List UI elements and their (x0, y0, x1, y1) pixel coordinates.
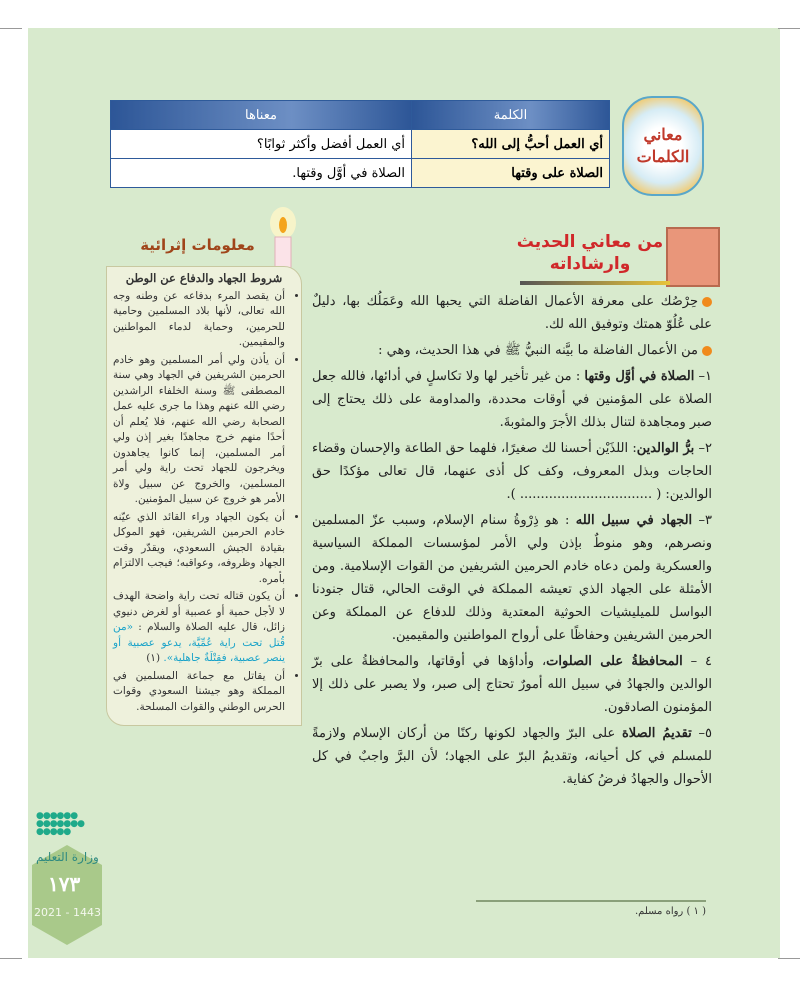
item-number: ١– (698, 369, 712, 384)
word-cell: الصلاة على وقتها (412, 159, 610, 188)
footnote: ( ١ ) رواه مسلم. (634, 906, 706, 917)
paragraph-text: حِرْصُك على معرفة الأعمال الفاضلة التي يحبها الله وعَمَلُك بها، دليلٌ على عُلُوّ همتك وتوفيق الله لك. (312, 294, 712, 332)
list-item: • أن يقصد المرء بدفاعه عن وطنه وجه الله تعالى، لأنها بلاد المسلمين وحامية للحرمين، وحماية لدماء المواطنين والمقيمين. (113, 289, 285, 351)
item-text: : اللذَيْن أحسنا لك صغيرًا، فلهما حق الطاعة والإحسان وقضاء الحاجات وبذل المعروف، وكف كل أذى عنهما، قال تعالى مؤكدًا حق الوالدين: ( ................................ ). (312, 441, 712, 502)
section-title (515, 231, 665, 275)
item-heading: تقديمُ الصلاة (621, 726, 692, 741)
item-heading: برُّ الوالدين (636, 441, 695, 456)
bullet-icon (702, 297, 712, 307)
meaning-cell: الصلاة في أوَّل وقتها. (111, 159, 412, 188)
item-text: : من غير تأخير لها ولا تكاسلٍ في أدائها، فالله جعل الصلاة على المؤمنين في أوقات محددة، والمداومة على ذلك يحتاج إلى صبر ومجاهدة لتنال بذلك الأجرَ والمثوبةَ. (312, 369, 712, 430)
footnote-ref: (١) (146, 652, 161, 664)
item-heading: الجهاد في سبيل الله (575, 513, 693, 528)
bullet-paragraph (312, 339, 712, 362)
item-text: على البرّ والجهاد لكونها ركنًا من أركان الإسلام ولازمةً للمسلم في كل أحيانه، وتقديمُ البرّ على الجهاد؛ لأن البرَّ واجبٌ في كل الأحوال والجهادُ فرضُ كفاية. (312, 726, 712, 787)
enrichment-title: شروط الجهاد والدفاع عن الوطن (125, 271, 283, 285)
item-number: ٥– (698, 726, 712, 741)
item-heading: الصلاة في أوَّل وقتها (584, 369, 695, 384)
crop-mark (0, 958, 22, 959)
bullet-icon (702, 346, 712, 356)
ministry-watermark: وزارة التعليم (36, 850, 99, 864)
header-meaning: معناها (111, 101, 412, 130)
list-item (312, 437, 712, 506)
crop-mark (778, 958, 800, 959)
title-line: وارشاداته (549, 254, 631, 274)
year-watermark: 2021 - 1443 (34, 906, 101, 919)
list-item (312, 722, 712, 791)
paragraph-text: من الأعمال الفاضلة ما بيَّنه النبيُّ ﷺ في هذا الحديث، وهي : (378, 343, 698, 358)
bullet-paragraph (312, 290, 712, 336)
conditions-list (113, 289, 295, 716)
main-text (312, 290, 712, 794)
word-cell: أي العمل أحبُّ إلى الله؟ (412, 130, 610, 159)
section-heading (516, 225, 720, 287)
header-word: الكلمة (412, 101, 610, 130)
item-number: ٢– (698, 441, 712, 456)
vocabulary-table (110, 100, 610, 188)
footnote-divider (476, 900, 706, 902)
enrichment-box (106, 266, 302, 726)
crop-mark (0, 28, 22, 29)
list-item (312, 650, 712, 719)
item-number: ٣– (698, 513, 713, 528)
item-text: أن يكون قتاله تحت راية واضحة الهدف لا لأجل حمية أو عصبية أو لغرض دنيوي زائل، قال عليه الصلاة والسلام : (113, 590, 285, 633)
crop-mark (778, 28, 800, 29)
hadith-quote: «من قُتل تحت راية عُمِّيَّة، يدعو عصبية أو ينصر عصبية، فقِتْلَةٌ جاهلية». (113, 621, 285, 664)
word-meanings-badge (622, 96, 704, 196)
item-text: : هو ذِرْوةُ سنام الإسلام، وسبب عزّ المسلمين ونصرهم، وهو منوطٌ بإذن ولي الأمر لمؤسسات المملكة السياسية والعسكرية ولمن دعاه خادم الحرمين الشريفين من القوات الإسلامية. ومن الأمثلة على الجهاد الذي تعيشه المملكة في الوقت الحالي، قتال جنودنا البواسل للميليشيات الحوثية المعتدية وذلك للدفاع عن المملكة وعن الحرمين الشريفين وحفاظًا على أرواح المواطنين والمقيمين. (312, 513, 712, 643)
list-item: • أن يكون الجهاد وراء القائد الذي عيّنه خادم الحرمين الشريفين، فهو الموكل بقيادة الجيش السعودي، ويقدّر وقت الجهاد وظروفه، وعواقبه؛ فيجب الالتزام بأمره. (113, 510, 285, 588)
item-number: ٤ – (690, 654, 713, 669)
list-item (312, 365, 712, 434)
table-row (111, 130, 610, 159)
title-line: من معاني الحديث (516, 232, 664, 252)
kufic-ornament-icon (666, 227, 720, 287)
item-text: ، وأداؤها في أوقاتها، والمحافظةُ على برّ الوالدين والجهادُ في سبيل الله أمورٌ تحتاج إلى صبر، ولا يصبر على ذلك إلا المؤمنون الصادقون. (312, 654, 712, 715)
page-number: ١٧٣ (48, 872, 81, 896)
list-item: • أن يقاتل مع جماعة المسلمين في المملكة وهو جيشنا السعودي وقوات الحرس الوطني والقوات المسلحة. (113, 669, 285, 716)
underline-bar (520, 281, 670, 285)
list-item: • أن يأذن ولي أمر المسلمين وهو خادم الحرمين الشريفين في الجهاد وهي سنة المصطفى ﷺ وسنة الخلفاء الراشدين رضي الله عنهم وهذا ما جرى عليه عمل الصحابة رضي الله عنهم، فلا يُعلم أن أحدًا منهم خرج مجاهدًا بغير إذن ولي أمر المسلمين، إنما كانوا يجاهدون ويخرجون للجهاد تحت راية ولي أمر المسلمين، والخروج عن سبيل ولاة الأمر هو خروج عن سبيل المؤمنين. (113, 353, 285, 508)
list-item (113, 589, 285, 667)
badge-line: معاني (643, 125, 683, 144)
ministry-logo-dots-icon: ●●●●●● ●●●●●●● ●●●●● (36, 811, 84, 837)
table-header-row (111, 101, 610, 130)
table-row (111, 159, 610, 188)
enrichment-heading: معلومات إثرائية (140, 236, 255, 254)
badge-line: الكلمات (636, 147, 690, 166)
list-item (312, 509, 712, 647)
meaning-cell: أي العمل أفضل وأكثر ثوابًا؟ (111, 130, 412, 159)
item-heading: المحافظةُ على الصلوات (546, 654, 683, 669)
